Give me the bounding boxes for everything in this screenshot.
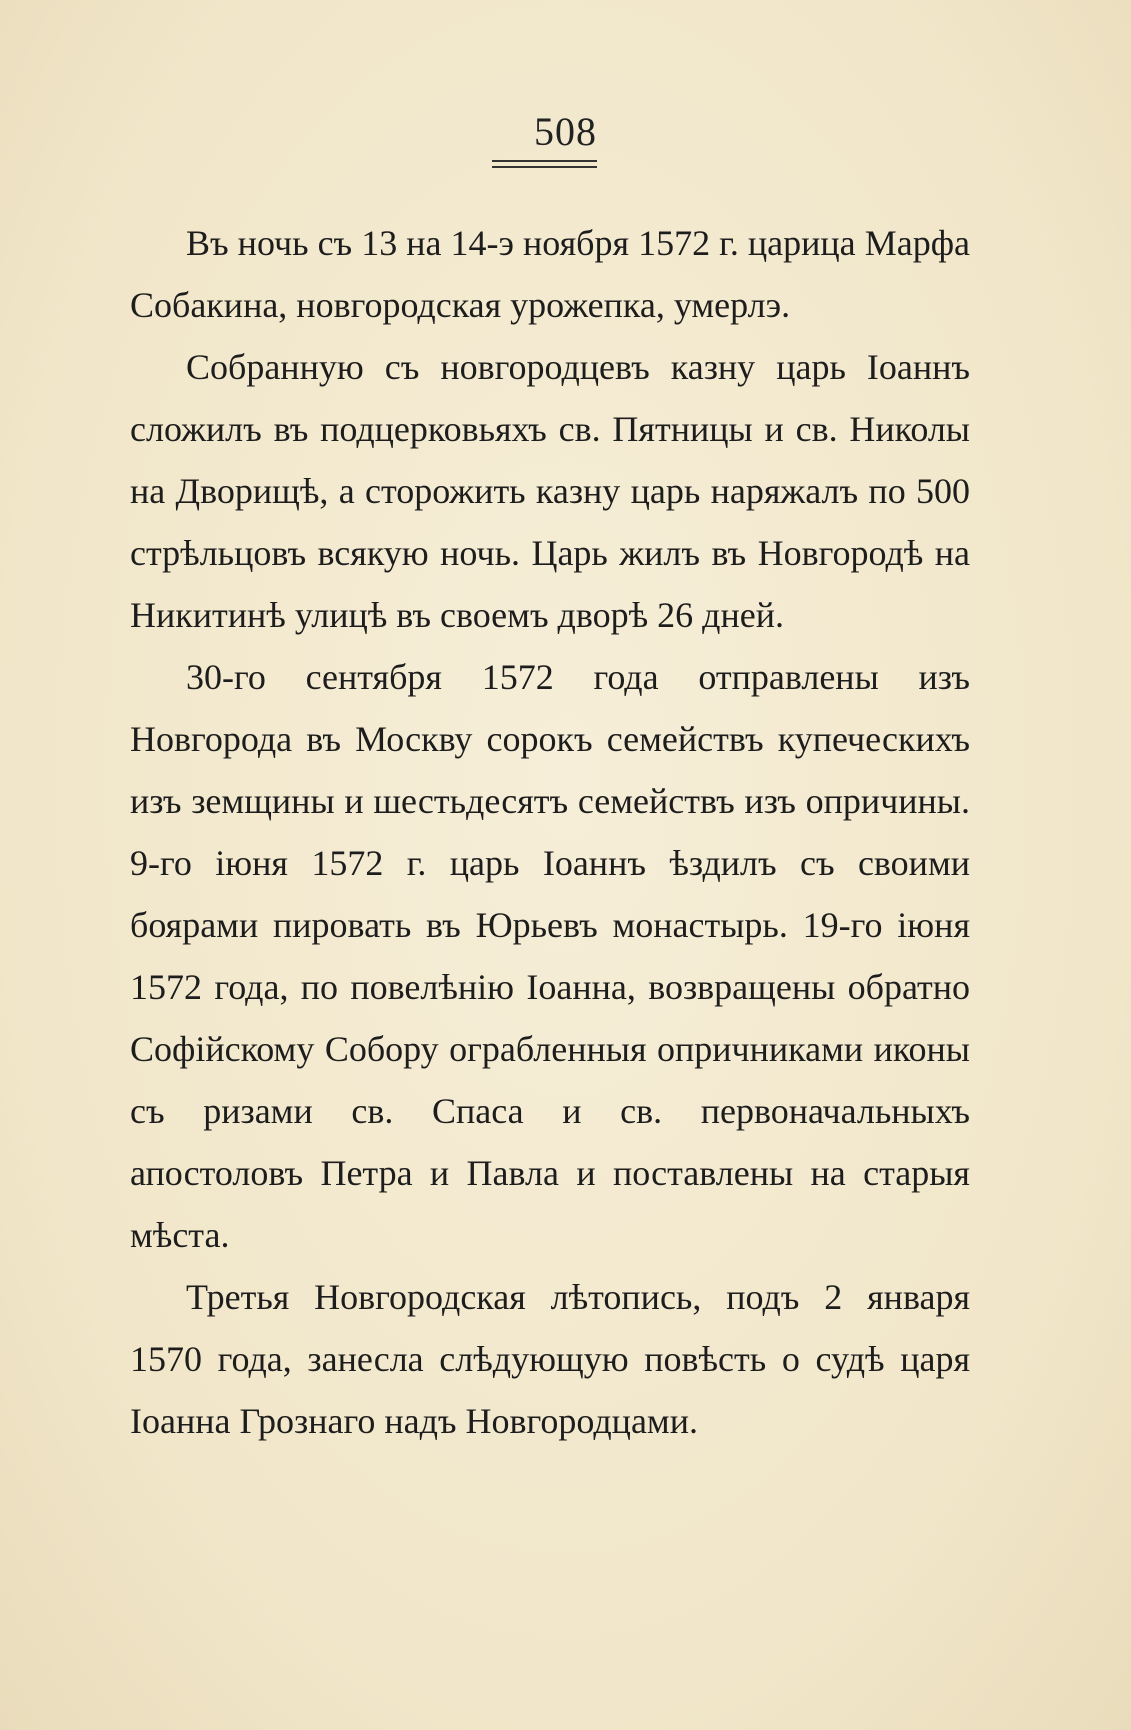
paragraph-2: Собранную съ новгородцевъ казну царь Іоаннъ сложилъ въ подцерковьяхъ св. Пятницы и св. Николы на Дворищѣ, а сторожить казну царь наряжалъ по 500 стрѣльцовъ всякую ночь. Царь жилъ въ Новгородѣ на Никитинѣ улицѣ въ своемъ дворѣ 26 дней. <box>130 347 970 635</box>
paragraph-4: Третья Новгородская лѣтопись, подъ 2 января 1570 года, занесла слѣдующую повѣсть о судѣ царя Іоанна Грознаго надъ Новгородцами. <box>130 1277 970 1441</box>
page-number-rule-top <box>492 160 597 162</box>
paragraph-3: 30-го сентября 1572 года отправлены изъ Новгорода въ Москву сорокъ семействъ купеческихъ изъ земщины и шестьдесятъ семействъ изъ опричины. 9-го іюня 1572 г. царь Іоаннъ ѣздилъ съ своими боярами пировать въ Юрьевъ монастырь. 19-го іюня 1572 года, по повелѣнію Іоанна, возвращены обратно Софійскому Собору ограбленныя опричниками иконы съ ризами св. Спаса и св. первоначальныхъ апостоловъ Петра и Павла и поставлены на старыя мѣста. <box>130 657 970 1255</box>
body-text <box>130 212 970 1452</box>
page-number-rule-bottom <box>492 166 597 168</box>
paragraph-1: Въ ночь съ 13 на 14-э ноября 1572 г. царица Марфа Собакина, новгородская урожепка, умерлэ. <box>130 223 970 325</box>
page-number: 508 <box>534 109 597 154</box>
